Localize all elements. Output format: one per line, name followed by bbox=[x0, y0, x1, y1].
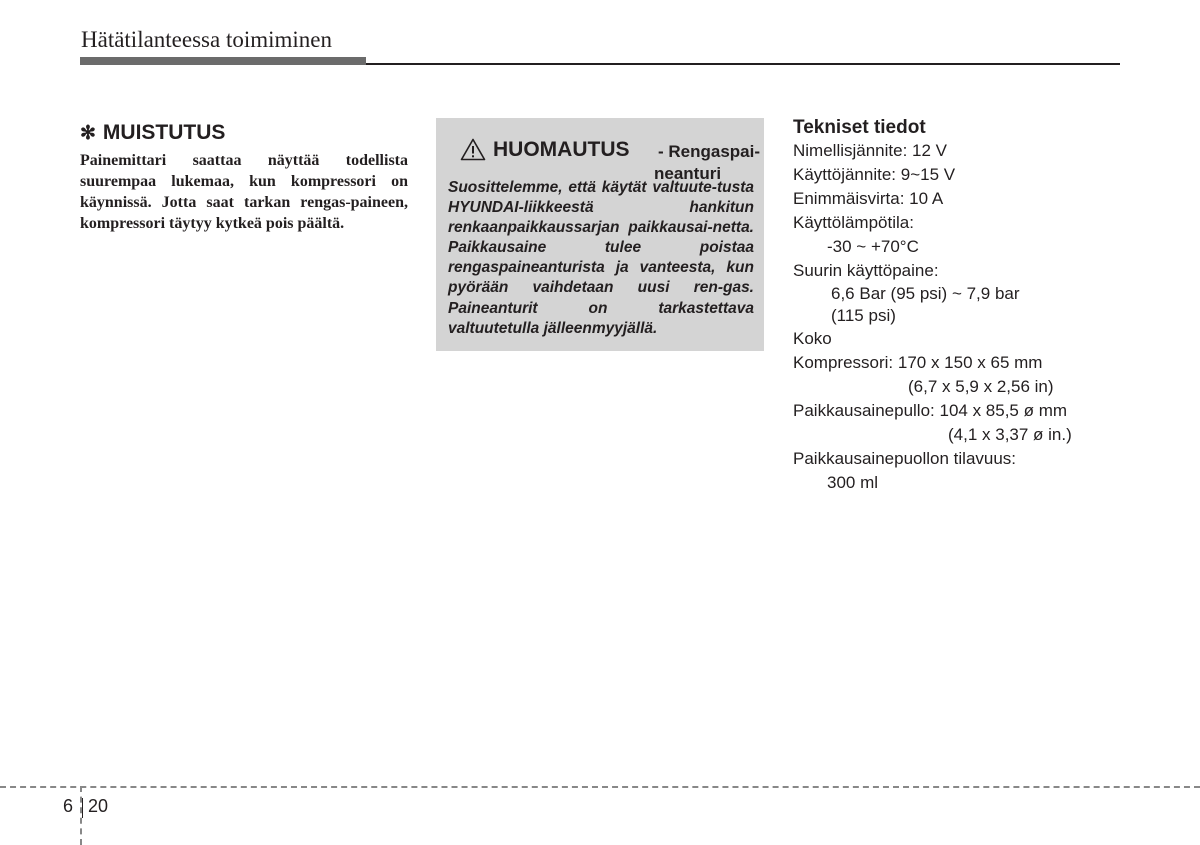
spec-sealant-volume-value: 300 ml bbox=[827, 473, 879, 492]
spec-compressor-inches: (6,7 x 5,9 x 2,56 in) bbox=[908, 377, 1054, 396]
spec-operating-temp-value: -30 ~ +70°C bbox=[827, 237, 919, 256]
chapter-number: 6 bbox=[63, 796, 74, 816]
note-body: Painemittari saattaa näyttää todellista suurempaa lukemaa, kun kompressori on käynnissä. Jotta saat tarkan rengas-paineen, kompressori täytyy kytkeä pois päältä. bbox=[80, 152, 408, 232]
page-header-title: Hätätilanteessa toimiminen bbox=[81, 27, 333, 52]
spec-max-current: Enimmäisvirta: 10 A bbox=[793, 189, 944, 208]
spec-max-pressure-value-2: (115 psi) bbox=[831, 306, 896, 325]
caution-box bbox=[436, 118, 764, 351]
warning-triangle-icon bbox=[460, 138, 486, 166]
spec-nominal-voltage: Nimellisjännite: 12 V bbox=[793, 141, 948, 160]
specs-section bbox=[793, 117, 1123, 495]
note-heading bbox=[80, 121, 408, 145]
note-asterisk-icon: ✻ bbox=[80, 122, 96, 144]
spec-size-label: Koko bbox=[793, 329, 832, 348]
footer-dashed-rule bbox=[0, 786, 1200, 788]
header-rule-thin bbox=[366, 63, 1120, 65]
caution-subtitle-line1: - Rengaspai- bbox=[658, 142, 761, 161]
spec-operating-voltage: Käyttöjännite: 9~15 V bbox=[793, 165, 956, 184]
spec-sealant-bottle: Paikkausainepullo: 104 x 85,5 ø mm bbox=[793, 401, 1068, 420]
spec-sealant-volume-label: Paikkausainepuollon tilavuus: bbox=[793, 449, 1017, 468]
page-number: 20 bbox=[88, 796, 109, 816]
caution-body: Suosittelemme, että käytät valtuute-tusta HYUNDAI-liikkeestä hankitun renkaanpaikkaussarjan paikkausai-netta. Paikkausaine tulee poistaa rengaspaineanturista ja vanteesta, kun pyörään vaihdetaan uusi ren-gas. Paineanturit on tarkastettava valtuutetulla jälleenmyyjällä. bbox=[448, 179, 754, 337]
caution-subtitle-line2: neanturi bbox=[654, 164, 722, 183]
header-rule-thick bbox=[80, 57, 366, 65]
page-number-separator bbox=[82, 798, 83, 818]
spec-max-pressure-label: Suurin käyttöpaine: bbox=[793, 261, 939, 280]
note-heading-text: MUISTUTUS bbox=[102, 121, 226, 144]
note-section bbox=[80, 121, 408, 234]
spec-compressor: Kompressori: 170 x 150 x 65 mm bbox=[793, 353, 1043, 372]
caution-header bbox=[448, 126, 761, 183]
spec-sealant-bottle-inches: (4,1 x 3,37 ø in.) bbox=[948, 425, 1072, 444]
specs-title: Tekniset tiedot bbox=[793, 117, 926, 138]
caution-title: HUOMAUTUS bbox=[493, 138, 630, 161]
spec-max-pressure-value-1: 6,6 Bar (95 psi) ~ 7,9 bar bbox=[831, 284, 1020, 303]
spec-operating-temp-label: Käyttölämpötila: bbox=[793, 213, 914, 232]
